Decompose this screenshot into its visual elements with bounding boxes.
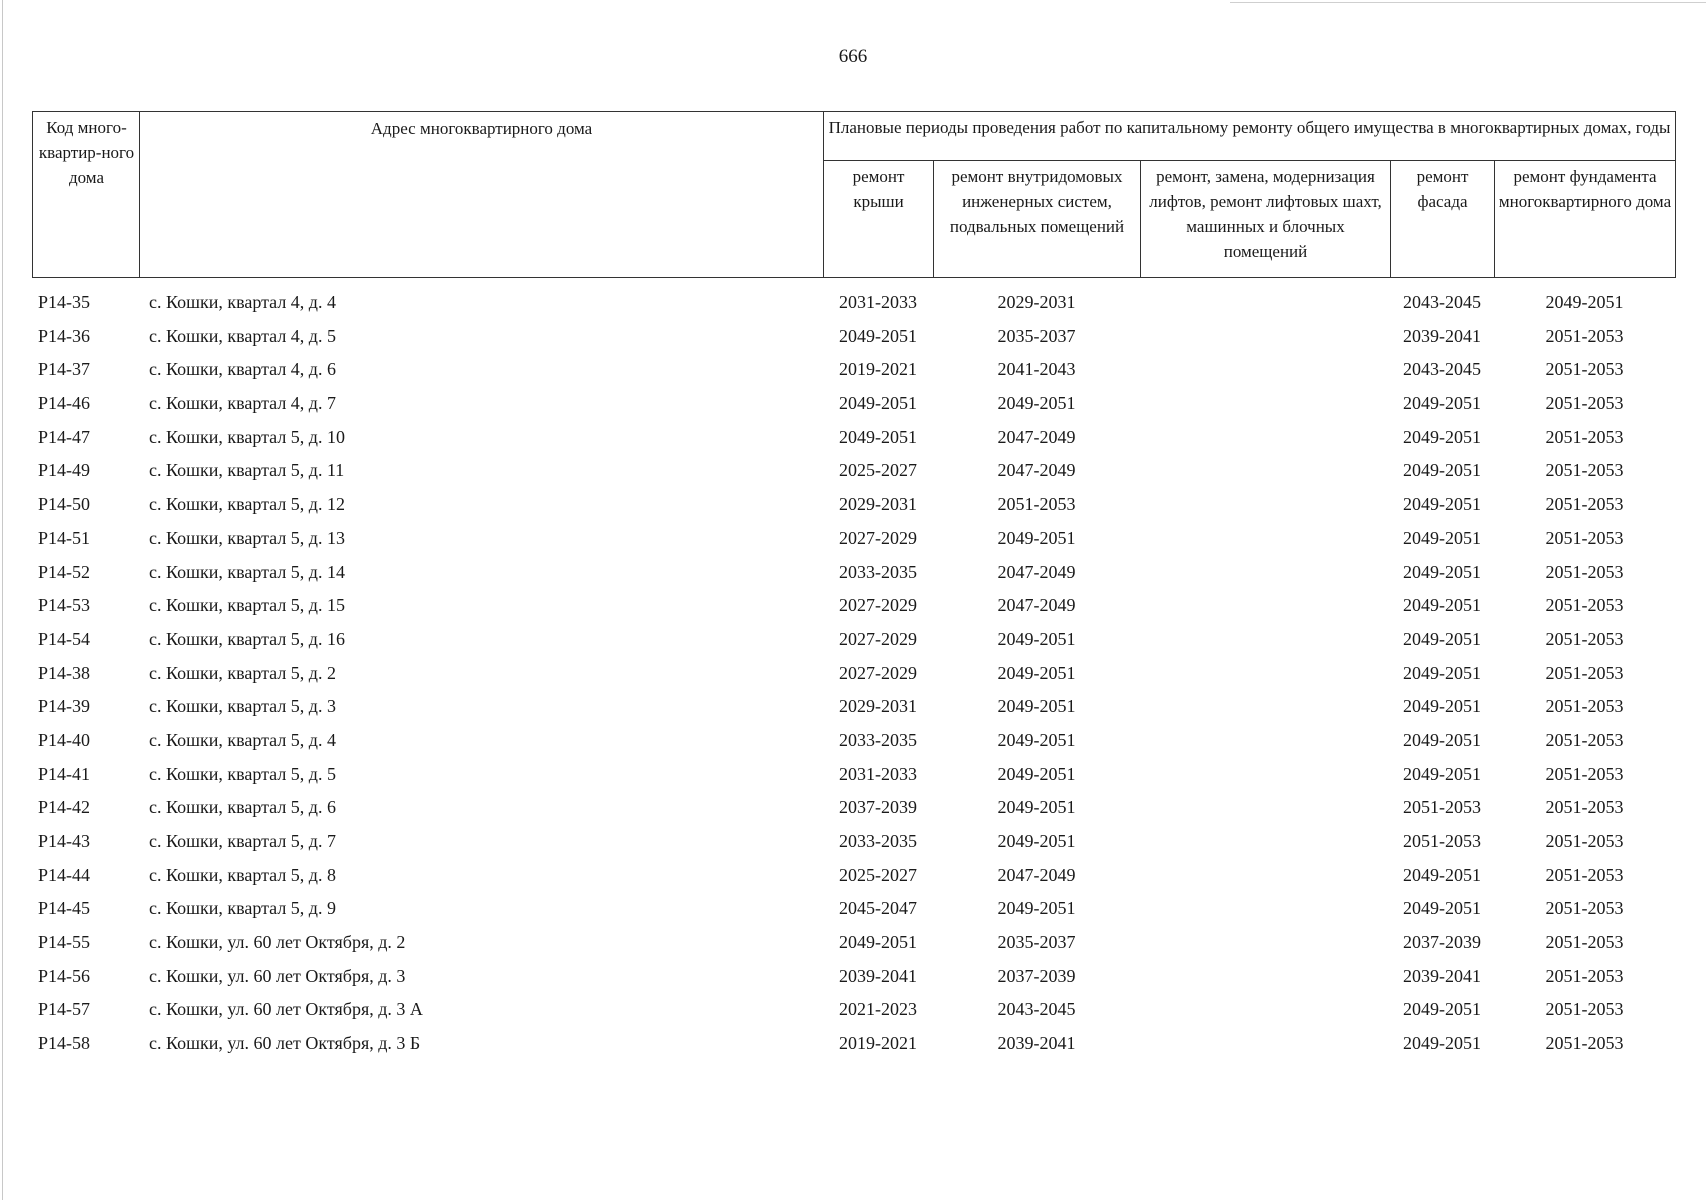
row-roof-period: 2029-2031 [839,494,917,515]
row-facade-period: 2039-2041 [1403,325,1481,346]
row-lifts-period [1140,966,1390,1000]
table-row [32,629,1675,663]
table-row [32,427,1675,461]
row-roof-period: 2033-2035 [839,729,917,750]
row-foundation-period: 2051-2053 [1545,932,1624,953]
table-row [32,865,1675,899]
row-code: P14-57 [38,999,91,1020]
table-row [32,831,1675,865]
row-address: с. Кошки, ул. 60 лет Октября, д. 3 [149,965,406,986]
row-roof-period: 2027-2029 [839,662,917,683]
row-address: с. Кошки, ул. 60 лет Октября, д. 3 А [149,999,423,1020]
row-address: с. Кошки, квартал 5, д. 6 [149,797,336,818]
row-systems-period: 2035-2037 [997,932,1076,953]
row-facade-period: 2049-2051 [1403,729,1481,750]
row-roof-period: 2027-2029 [839,595,917,616]
row-facade-period: 2051-2053 [1403,797,1481,818]
row-systems-period: 2049-2051 [997,898,1076,919]
row-roof-period: 2029-2031 [839,696,917,717]
table-row [32,663,1675,697]
row-lifts-period [1140,562,1390,596]
row-systems-period: 2049-2051 [997,831,1076,851]
row-facade-period: 2051-2053 [1403,831,1481,851]
row-foundation-period: 2051-2053 [1545,325,1624,346]
row-lifts-period [1140,292,1390,326]
row-address: с. Кошки, квартал 5, д. 13 [149,527,345,548]
table-row [32,494,1675,528]
row-foundation-period: 2051-2053 [1545,460,1624,481]
row-systems-period: 2047-2049 [997,426,1076,447]
row-lifts-period [1140,460,1390,494]
row-facade-period: 2049-2051 [1403,628,1481,649]
row-foundation-period: 2051-2053 [1545,763,1624,784]
row-foundation-period: 2049-2051 [1545,292,1624,312]
row-code: P14-47 [38,426,91,447]
data-table [32,292,1675,1067]
row-systems-period: 2049-2051 [997,662,1076,683]
row-foundation-period: 2051-2053 [1545,831,1624,851]
row-foundation-period: 2051-2053 [1545,696,1624,717]
row-systems-period: 2041-2043 [997,359,1076,380]
row-lifts-period [1140,932,1390,966]
row-foundation-period: 2051-2053 [1545,999,1624,1020]
row-systems-period: 2049-2051 [997,797,1076,818]
row-lifts-period [1140,326,1390,360]
row-address: с. Кошки, квартал 5, д. 7 [149,831,336,851]
row-facade-period: 2037-2039 [1403,932,1481,953]
header-code: Код много-квартир-ного дома [33,112,140,278]
row-systems-period: 2049-2051 [997,628,1076,649]
row-lifts-period [1140,663,1390,697]
row-foundation-period: 2051-2053 [1545,359,1624,380]
row-code: P14-44 [38,864,91,885]
row-address: с. Кошки, квартал 5, д. 2 [149,662,336,683]
table-row [32,764,1675,798]
row-code: P14-39 [38,696,91,717]
row-foundation-period: 2051-2053 [1545,864,1624,885]
row-facade-period: 2049-2051 [1403,494,1481,515]
table-row [32,292,1675,326]
row-roof-period: 2049-2051 [839,393,917,414]
row-systems-period: 2043-2045 [997,999,1076,1020]
row-address: с. Кошки, квартал 4, д. 7 [149,393,336,414]
table-row [32,999,1675,1033]
row-roof-period: 2019-2021 [839,1033,917,1054]
row-systems-period: 2049-2051 [997,527,1076,548]
row-facade-period: 2043-2045 [1403,359,1481,380]
row-facade-period: 2049-2051 [1403,595,1481,616]
row-lifts-period [1140,393,1390,427]
row-facade-period: 2049-2051 [1403,393,1481,414]
row-lifts-period [1140,696,1390,730]
row-roof-period: 2037-2039 [839,797,917,818]
row-code: P14-53 [38,595,91,616]
row-code: P14-36 [38,325,91,346]
table-row [32,730,1675,764]
row-facade-period: 2049-2051 [1403,999,1481,1020]
table-row [32,528,1675,562]
row-systems-period: 2037-2039 [997,965,1076,986]
row-systems-period: 2049-2051 [997,696,1076,717]
header-facade: ремонт фасада [1391,161,1495,278]
row-facade-period: 2039-2041 [1403,965,1481,986]
row-foundation-period: 2051-2053 [1545,561,1624,582]
row-systems-period: 2039-2041 [997,1033,1076,1054]
table-row [32,562,1675,596]
table-header [32,111,1676,278]
row-foundation-period: 2051-2053 [1545,393,1624,414]
row-roof-period: 2033-2035 [839,831,917,851]
row-address: с. Кошки, квартал 4, д. 6 [149,359,336,380]
row-systems-period: 2049-2051 [997,729,1076,750]
row-facade-period: 2049-2051 [1403,763,1481,784]
header-lifts: ремонт, замена, модернизация лифтов, ремонт лифтовых шахт, машинных и блочных помещений [1141,161,1391,278]
row-roof-period: 2033-2035 [839,561,917,582]
row-address: с. Кошки, квартал 4, д. 4 [149,292,336,312]
row-lifts-period [1140,359,1390,393]
row-code: P14-45 [38,898,91,919]
table-row [32,932,1675,966]
row-address: с. Кошки, квартал 5, д. 9 [149,898,336,919]
row-code: P14-58 [38,1033,91,1054]
row-code: P14-42 [38,797,91,818]
row-code: P14-52 [38,561,91,582]
row-address: с. Кошки, квартал 5, д. 10 [149,426,345,447]
row-foundation-period: 2051-2053 [1545,797,1624,818]
row-code: P14-51 [38,527,91,548]
row-address: с. Кошки, квартал 5, д. 15 [149,595,345,616]
header-roof: ремонт крыши [824,161,934,278]
row-code: P14-56 [38,965,91,986]
row-code: P14-41 [38,763,91,784]
row-systems-period: 2047-2049 [997,864,1076,885]
table-row [32,359,1675,393]
row-foundation-period: 2051-2053 [1545,595,1624,616]
row-address: с. Кошки, квартал 5, д. 4 [149,729,336,750]
row-foundation-period: 2051-2053 [1545,628,1624,649]
row-roof-period: 2049-2051 [839,325,917,346]
row-roof-period: 2031-2033 [839,292,917,312]
page-number: 666 [838,46,868,67]
row-address: с. Кошки, квартал 5, д. 8 [149,864,336,885]
row-lifts-period [1140,831,1390,865]
row-roof-period: 2025-2027 [839,864,917,885]
row-foundation-period: 2051-2053 [1545,494,1624,515]
row-systems-period: 2047-2049 [997,561,1076,582]
row-code: P14-37 [38,359,91,380]
row-lifts-period [1140,629,1390,663]
row-facade-period: 2049-2051 [1403,426,1481,447]
row-code: P14-38 [38,662,91,683]
scan-edge-top [1230,2,1706,3]
scan-edge-left [2,0,3,1200]
row-facade-period: 2049-2051 [1403,898,1481,919]
row-address: с. Кошки, квартал 5, д. 16 [149,628,345,649]
row-facade-period: 2049-2051 [1403,662,1481,683]
row-lifts-period [1140,1033,1390,1067]
row-foundation-period: 2051-2053 [1545,965,1624,986]
row-roof-period: 2049-2051 [839,932,917,953]
row-facade-period: 2049-2051 [1403,561,1481,582]
row-lifts-period [1140,865,1390,899]
row-lifts-period [1140,595,1390,629]
row-roof-period: 2021-2023 [839,999,917,1020]
row-systems-period: 2047-2049 [997,595,1076,616]
row-foundation-period: 2051-2053 [1545,527,1624,548]
row-lifts-period [1140,999,1390,1033]
row-systems-period: 2049-2051 [997,393,1076,414]
row-roof-period: 2019-2021 [839,359,917,380]
row-lifts-period [1140,764,1390,798]
table-row [32,696,1675,730]
row-code: P14-49 [38,460,91,481]
row-lifts-period [1140,898,1390,932]
table-row [32,595,1675,629]
row-facade-period: 2043-2045 [1403,292,1481,312]
row-code: P14-40 [38,729,91,750]
row-lifts-period [1140,797,1390,831]
header-foundation: ремонт фундамента многоквартирного дома [1495,161,1676,278]
table-row [32,460,1675,494]
row-roof-period: 2045-2047 [839,898,917,919]
row-foundation-period: 2051-2053 [1545,729,1624,750]
row-facade-period: 2049-2051 [1403,460,1481,481]
row-roof-period: 2049-2051 [839,426,917,447]
table-row [32,326,1675,360]
row-address: с. Кошки, квартал 4, д. 5 [149,325,336,346]
table-row [32,898,1675,932]
row-address: с. Кошки, квартал 5, д. 5 [149,763,336,784]
row-roof-period: 2027-2029 [839,527,917,548]
row-address: с. Кошки, ул. 60 лет Октября, д. 3 Б [149,1033,421,1054]
row-address: с. Кошки, квартал 5, д. 14 [149,561,345,582]
row-code: P14-55 [38,932,91,953]
row-foundation-period: 2051-2053 [1545,662,1624,683]
row-roof-period: 2027-2029 [839,628,917,649]
row-address: с. Кошки, квартал 5, д. 3 [149,696,336,717]
row-code: P14-35 [38,292,91,312]
row-facade-period: 2049-2051 [1403,864,1481,885]
row-facade-period: 2049-2051 [1403,696,1481,717]
row-foundation-period: 2051-2053 [1545,898,1624,919]
row-code: P14-54 [38,628,91,649]
row-address: с. Кошки, ул. 60 лет Октября, д. 2 [149,932,406,953]
row-systems-period: 2049-2051 [997,763,1076,784]
table-row [32,966,1675,1000]
row-lifts-period [1140,730,1390,764]
header-address: Адрес многоквартирного дома [140,112,824,278]
table-row [32,797,1675,831]
row-lifts-period [1140,427,1390,461]
table-row [32,393,1675,427]
row-address: с. Кошки, квартал 5, д. 12 [149,494,345,515]
row-code: P14-46 [38,393,91,414]
row-code: P14-50 [38,494,91,515]
row-systems-period: 2051-2053 [997,494,1076,515]
row-systems-period: 2035-2037 [997,325,1076,346]
row-lifts-period [1140,494,1390,528]
row-address: с. Кошки, квартал 5, д. 11 [149,460,345,481]
row-code: P14-43 [38,831,91,851]
row-roof-period: 2025-2027 [839,460,917,481]
row-lifts-period [1140,528,1390,562]
row-roof-period: 2031-2033 [839,763,917,784]
table-row [32,1033,1675,1067]
header-periods: Плановые периоды проведения работ по капитальному ремонту общего имущества в многоквартирных домах, годы [824,112,1676,161]
header-systems: ремонт внутридомовых инженерных систем, подвальных помещений [934,161,1141,278]
row-systems-period: 2029-2031 [997,292,1076,312]
row-facade-period: 2049-2051 [1403,527,1481,548]
row-systems-period: 2047-2049 [997,460,1076,481]
row-roof-period: 2039-2041 [839,965,917,986]
row-foundation-period: 2051-2053 [1545,1033,1624,1054]
row-facade-period: 2049-2051 [1403,1033,1481,1054]
row-foundation-period: 2051-2053 [1545,426,1624,447]
